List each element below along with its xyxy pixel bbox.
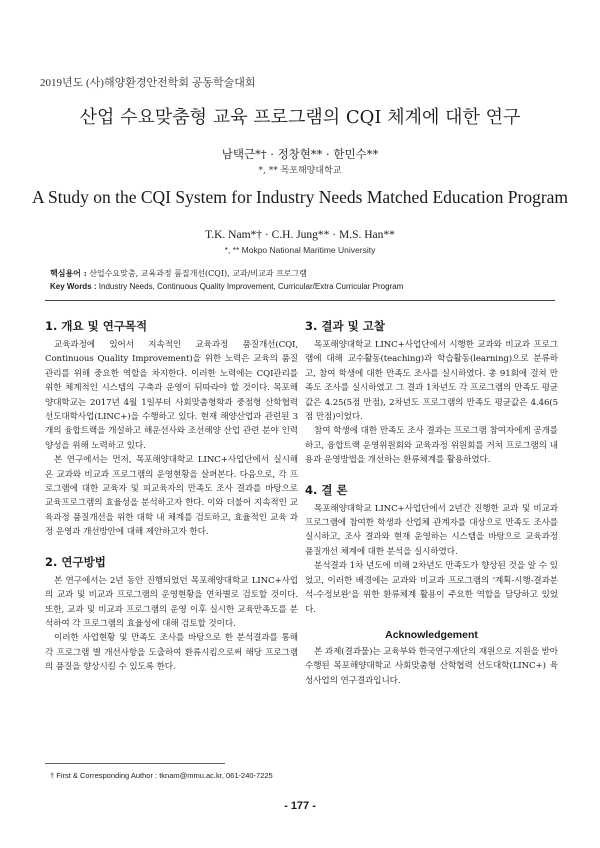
- paper-title-korean: 산업 수요맞춤형 교육 프로그램의 CQI 체계에 대한 연구: [79, 107, 521, 128]
- left-column: [45, 318, 298, 675]
- page-number: - 177 -: [284, 800, 316, 812]
- section-3-paragraph-2: 참여 학생에 대한 만족도 조사 결과는 프로그램 참여자에게 공개를 하고, 융합트랙 운영위원회와 교육과정 위원회를 거쳐 프로그램의 내용과 운영방법을 개선하는 환류체계를 활용하였다.: [305, 426, 558, 466]
- footnote-divider: [45, 763, 225, 764]
- section-2-title: 2. 연구방법: [45, 554, 106, 569]
- keywords-english-text: Industry Needs, Continuous Quality Improvement, Curricular/Extra Curricular Program: [98, 282, 404, 291]
- keywords-korean: [50, 268, 307, 279]
- section-3-paragraph-1: 목포해양대학교 LINC+사업단에서 시행한 교과와 비교과 프로그램에 대해 교수활동(teaching)과 학습활동(learning)으로 분류하고, 참여 학생에 대한 만족도 조사를 실시하였다. 총 91회에 걸쳐 만족도 조사를 실시하였고 그 결과 1차년도 각 프로그램의 만족도 평균값은 4.25(5점 만점), 2차년도 프로그램의 만족도 평균값은 4.46(5점 만점)이었다.: [305, 340, 558, 423]
- header-divider: [45, 300, 555, 301]
- authors-english: T.K. Nam*† · C.H. Jung** · M.S. Han**: [205, 229, 395, 241]
- authors-korean: 남택근*† · 정창현** · 한민수**: [221, 147, 379, 161]
- section-4-paragraph-2: 분석결과 1차 년도에 비해 2차년도 만족도가 향상된 것을 알 수 있었고, 이러한 배경에는 교과와 비교과 프로그램의 '계획-시행-결과분석-수정보완'을 위한 환류체계 활용이 주요한 역할을 담당하고 있었다.: [305, 561, 558, 615]
- conference-header: 2019년도 (사)해양환경안전학회 공동학술대회: [40, 77, 256, 89]
- section-1-paragraph-2: 본 연구에서는 먼저, 목포해양대학교 LINC+사업단에서 실시해 온 교과와 비교과 프로그램의 운영현황을 살펴본다. 다음으로, 각 프로그램에 대한 교육자 및 피교육자의 만족도 조사 결과를 바탕으로 교육프로그램의 효율성을 분석하고자 한다. 이와 더불어 지속적인 교육과정 품질개선을 위한 대학 내 체계를 검토하고, 효율적인 교육 과정 운영과 개선방안에 대해 제안하고자 한다.: [45, 455, 298, 538]
- affiliation-korean: *, ** 목포해양대학교: [258, 166, 342, 176]
- acknowledgement-title: Acknowledgement: [385, 628, 478, 641]
- paper-title-english: A Study on the CQI System for Industry Needs Matched Education Program: [31, 187, 569, 207]
- keywords-korean-label: 핵심용어 :: [50, 268, 87, 278]
- right-column: [305, 318, 558, 688]
- affiliation-english: *, ** Mokpo National Maritime University: [224, 245, 376, 255]
- section-3-title: 3. 결과 및 고찰: [305, 319, 385, 333]
- keywords-korean-text: 산업수요맞춤, 교육과정 품질개선(CQI), 교과/비교과 프로그램: [89, 269, 307, 278]
- section-1-title: 1. 개요 및 연구목적: [45, 319, 148, 333]
- footnote: † First & Corresponding Author : tknam@mmu.ac.kr, 061-240-7225: [50, 771, 273, 780]
- acknowledgement-paragraph: 본 과제(결과물)는 교육부와 한국연구재단의 재원으로 지원을 받아 수행된 목포해양대학교 사회맞춤형 산학협력 선도대학(LINC+) 육성사업의 연구결과입니다.: [305, 646, 558, 686]
- section-2-paragraph-1: 본 연구에서는 2년 동안 진행되었던 목포해양대학교 LINC+사업의 교과 및 비교과 프로그램의 운영현황을 연차별로 검토할 것이다. 또한, 교과 및 비교과 프로그램의 운영 이후 실시한 교육만족도를 분석하여 각 프로그램의 효율성에 대해 검토할 것이다.: [45, 575, 298, 629]
- section-4-title: 4. 결 론: [305, 482, 348, 497]
- section-1-paragraph-1: 교육과정에 있어서 지속적인 교육과정 품질개선(CQI, Continuous Quality Improvement)을 위한 노력은 교육의 품질관리를 위해 중요한 역할을 차지한다. 이러한 노력에는 CQI관리를 위한 체계적인 시스템의 구축과 운영이 뒤따라야 할 것이다. 목포해양대학교는 2017년 4월 1일부터 사회맞춤형학과 중점형 산학협력선도대학사업(LINC+)을 수행하고 있다. 현재 해양산업과 관련된 3개의 융합트랙을 개설하고 해운선사와 조선해양 산업 관련 분야 인력양성을 위해 노력하고 있다.: [45, 340, 298, 451]
- section-2-paragraph-2: 이러한 사업현황 및 만족도 조사를 바탕으로 한 분석결과를 통해 각 프로그램 별 개선사항을 도출하여 환류시킴으로써 해당 프로그램의 품질을 향상시킬 수 있도록 한다.: [45, 633, 298, 673]
- section-4-paragraph-1: 목포해양대학교 LINC+사업단에서 2년간 진행한 교과 및 비교과 프로그램에 참여한 학생과 산업체 관계자를 대상으로 만족도 조사를 실시하고, 조사 결과와 현재 운영하는 시스템을 바탕으로 교육과정 품질개선 체계에 대한 분석을 실시하였다.: [305, 503, 558, 557]
- keywords-english: [50, 282, 403, 291]
- keywords-english-label: Key Words :: [50, 282, 97, 291]
